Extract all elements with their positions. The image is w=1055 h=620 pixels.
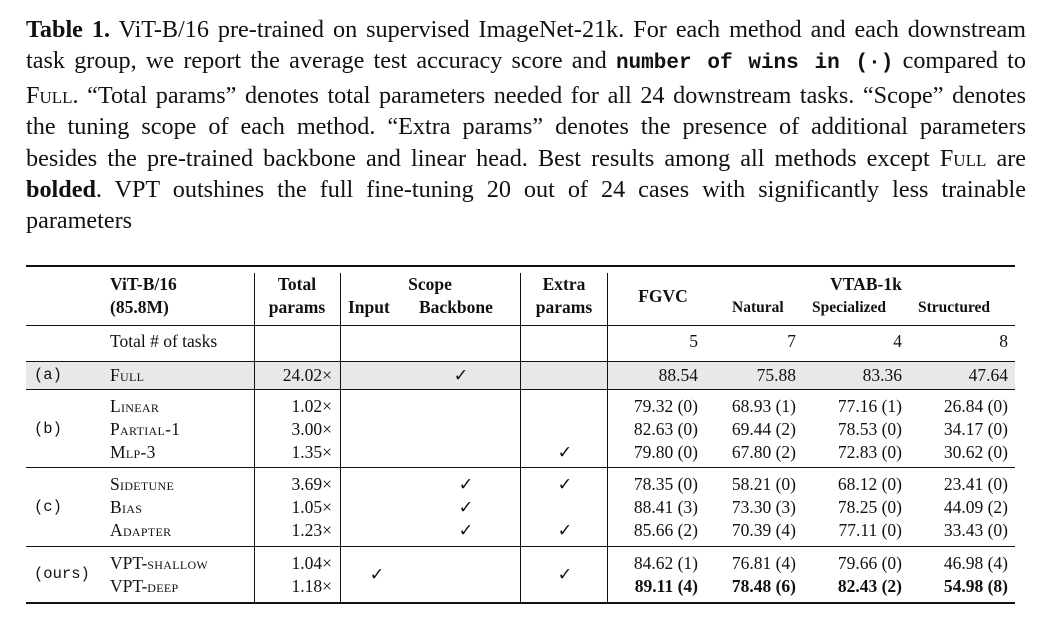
caption-label: Table 1.	[26, 16, 111, 43]
full-specialized: 83.36	[862, 365, 902, 385]
partial-fgvc: 82.63 (0)	[633, 419, 698, 439]
vrule-2	[340, 273, 341, 602]
header-specialized: Specialized	[812, 299, 887, 316]
vpt-shallow-suffix: shallow	[147, 553, 209, 573]
sidetune-natural: 58.21 (0)	[731, 474, 796, 494]
adapter-backbone-check: ✓	[458, 520, 474, 540]
vpt-shallow-fgvc: 84.62 (1)	[633, 553, 698, 573]
header-scope-backbone: Backbone	[419, 297, 493, 317]
group-label-a: (a)	[34, 366, 62, 384]
method-vpt-shallow	[110, 552, 208, 574]
method-linear: Linear	[110, 396, 160, 416]
adapter-fgvc: 85.66 (2)	[633, 520, 698, 540]
tasks-structured: 8	[999, 331, 1008, 351]
vrule-3	[520, 273, 521, 602]
bias-specialized: 78.25 (0)	[837, 497, 902, 517]
vpt-shallow-specialized: 79.66 (0)	[837, 553, 902, 573]
caption-bolded: bolded	[26, 176, 96, 204]
mlp-extra-check: ✓	[557, 442, 573, 462]
header-fgvc: FGVC	[638, 286, 688, 306]
linear-fgvc: 79.32 (0)	[633, 396, 698, 416]
bias-params: 1.05×	[291, 497, 332, 517]
caption-full-2: Full	[939, 144, 987, 172]
group-label-c: (c)	[34, 498, 62, 516]
linear-params: 1.02×	[291, 396, 332, 416]
header-extra-params-2: params	[535, 297, 593, 317]
sidetune-fgvc: 78.35 (0)	[633, 474, 698, 494]
header-total-params-1: Total	[277, 274, 317, 294]
bottom-rule	[26, 602, 1015, 604]
adapter-extra-check: ✓	[557, 520, 573, 540]
vpt-deep-params: 1.18×	[291, 576, 332, 596]
method-bias: Bias	[110, 497, 143, 517]
full-fgvc: 88.54	[658, 365, 698, 385]
partial-specialized: 78.53 (0)	[837, 419, 902, 439]
caption-text-2: compared to	[893, 47, 1027, 75]
vpt-deep-fgvc: 89.11 (4)	[634, 576, 698, 596]
header-scope: Scope	[408, 274, 452, 294]
top-rule	[26, 265, 1015, 267]
sidetune-backbone-check: ✓	[458, 474, 474, 494]
sidetune-params: 3.69×	[291, 474, 332, 494]
adapter-structured: 33.43 (0)	[943, 520, 1008, 540]
vpt-shallow-natural: 76.81 (4)	[731, 553, 796, 573]
method-vpt-deep	[110, 575, 179, 597]
bias-structured: 44.09 (2)	[943, 497, 1008, 517]
linear-specialized: 77.16 (1)	[837, 396, 902, 416]
mlp-natural: 67.80 (2)	[731, 442, 796, 462]
mlp-fgvc: 79.80 (0)	[633, 442, 698, 462]
mlp-structured: 30.62 (0)	[943, 442, 1008, 462]
header-vtab: VTAB-1k	[830, 274, 902, 294]
header-structured: Structured	[918, 299, 991, 316]
vrule-1	[254, 273, 255, 602]
sidetune-structured: 23.41 (0)	[943, 474, 1008, 494]
method-full: Full	[110, 365, 145, 385]
vpt-deep-suffix: deep	[147, 576, 179, 596]
caption-text-4: are	[986, 144, 1026, 172]
adapter-params: 1.23×	[291, 520, 332, 540]
caption-text-5: . VPT outshines the full fine-tuning 20 out of 24 cases with significantly less trainable parameters	[26, 176, 1026, 235]
method-mlp-3: Mlp-3	[110, 442, 156, 462]
bias-natural: 73.30 (3)	[731, 497, 796, 517]
vpt-shallow-structured: 46.98 (4)	[943, 553, 1008, 573]
adapter-specialized: 77.11 (0)	[838, 520, 902, 540]
vpt-deep-specialized: 82.43 (2)	[837, 576, 902, 596]
tasks-specialized: 4	[893, 331, 902, 351]
header-extra-params-1: Extra	[542, 274, 586, 294]
sidetune-specialized: 68.12 (0)	[837, 474, 902, 494]
mlp-params: 1.35×	[291, 442, 332, 462]
group-label-b: (b)	[34, 420, 62, 438]
tasks-fgvc: 5	[689, 331, 698, 351]
mlp-specialized: 72.83 (0)	[837, 442, 902, 462]
sidetune-extra-check: ✓	[557, 474, 573, 494]
vpt-deep-natural: 78.48 (6)	[731, 576, 796, 596]
table-caption	[26, 14, 1026, 237]
bias-backbone-check: ✓	[458, 497, 474, 517]
vrule-4	[607, 273, 608, 602]
vpt-deep-prefix: VPT-	[110, 576, 148, 596]
full-params: 24.02×	[282, 365, 332, 385]
caption-mono: number of wins in (·)	[615, 52, 894, 76]
results-table	[26, 265, 1015, 610]
method-sidetune: Sidetune	[110, 474, 175, 494]
header-model: ViT-B/16	[110, 274, 177, 294]
vpt-shallow-prefix: VPT-	[110, 553, 148, 573]
tasks-row-label: Total # of tasks	[110, 331, 218, 351]
bias-fgvc: 88.41 (3)	[633, 497, 698, 517]
full-structured: 47.64	[968, 365, 1008, 385]
linear-structured: 26.84 (0)	[943, 396, 1008, 416]
caption-full-1: Full	[26, 81, 73, 109]
method-adapter: Adapter	[110, 520, 172, 540]
vpt-shallow-params: 1.04×	[291, 553, 332, 573]
vpt-extra-check: ✓	[557, 564, 573, 584]
tasks-natural: 7	[787, 331, 796, 351]
vpt-input-check: ✓	[369, 564, 385, 584]
header-natural: Natural	[732, 299, 784, 316]
full-backbone-check: ✓	[453, 365, 469, 385]
header-scope-input: Input	[348, 297, 390, 317]
vpt-deep-structured: 54.98 (8)	[943, 576, 1008, 596]
linear-natural: 68.93 (1)	[731, 396, 796, 416]
header-model-params: (85.8M)	[110, 297, 169, 317]
adapter-natural: 70.39 (4)	[731, 520, 796, 540]
caption-text-1: ViT-B/16 pre-trained on supervised ImageNet-21k. For each method and each downstream task group, we report the average test accuracy score and	[26, 16, 1026, 75]
partial-params: 3.00×	[291, 419, 332, 439]
group-label-ours: (ours)	[34, 565, 90, 583]
partial-structured: 34.17 (0)	[943, 419, 1008, 439]
method-partial-1: Partial-1	[110, 419, 181, 439]
caption-text-3: . “Total params” denotes total parameters needed for all 24 downstream tasks. “Scope” denotes the tuning scope of each method. “Extra params” denotes the presence of additional parameters besides the pre-trained backbone and linear head. Best results among all methods except	[26, 81, 1026, 172]
partial-natural: 69.44 (2)	[731, 419, 796, 439]
full-natural: 75.88	[756, 365, 796, 385]
header-total-params-2: params	[268, 297, 326, 317]
